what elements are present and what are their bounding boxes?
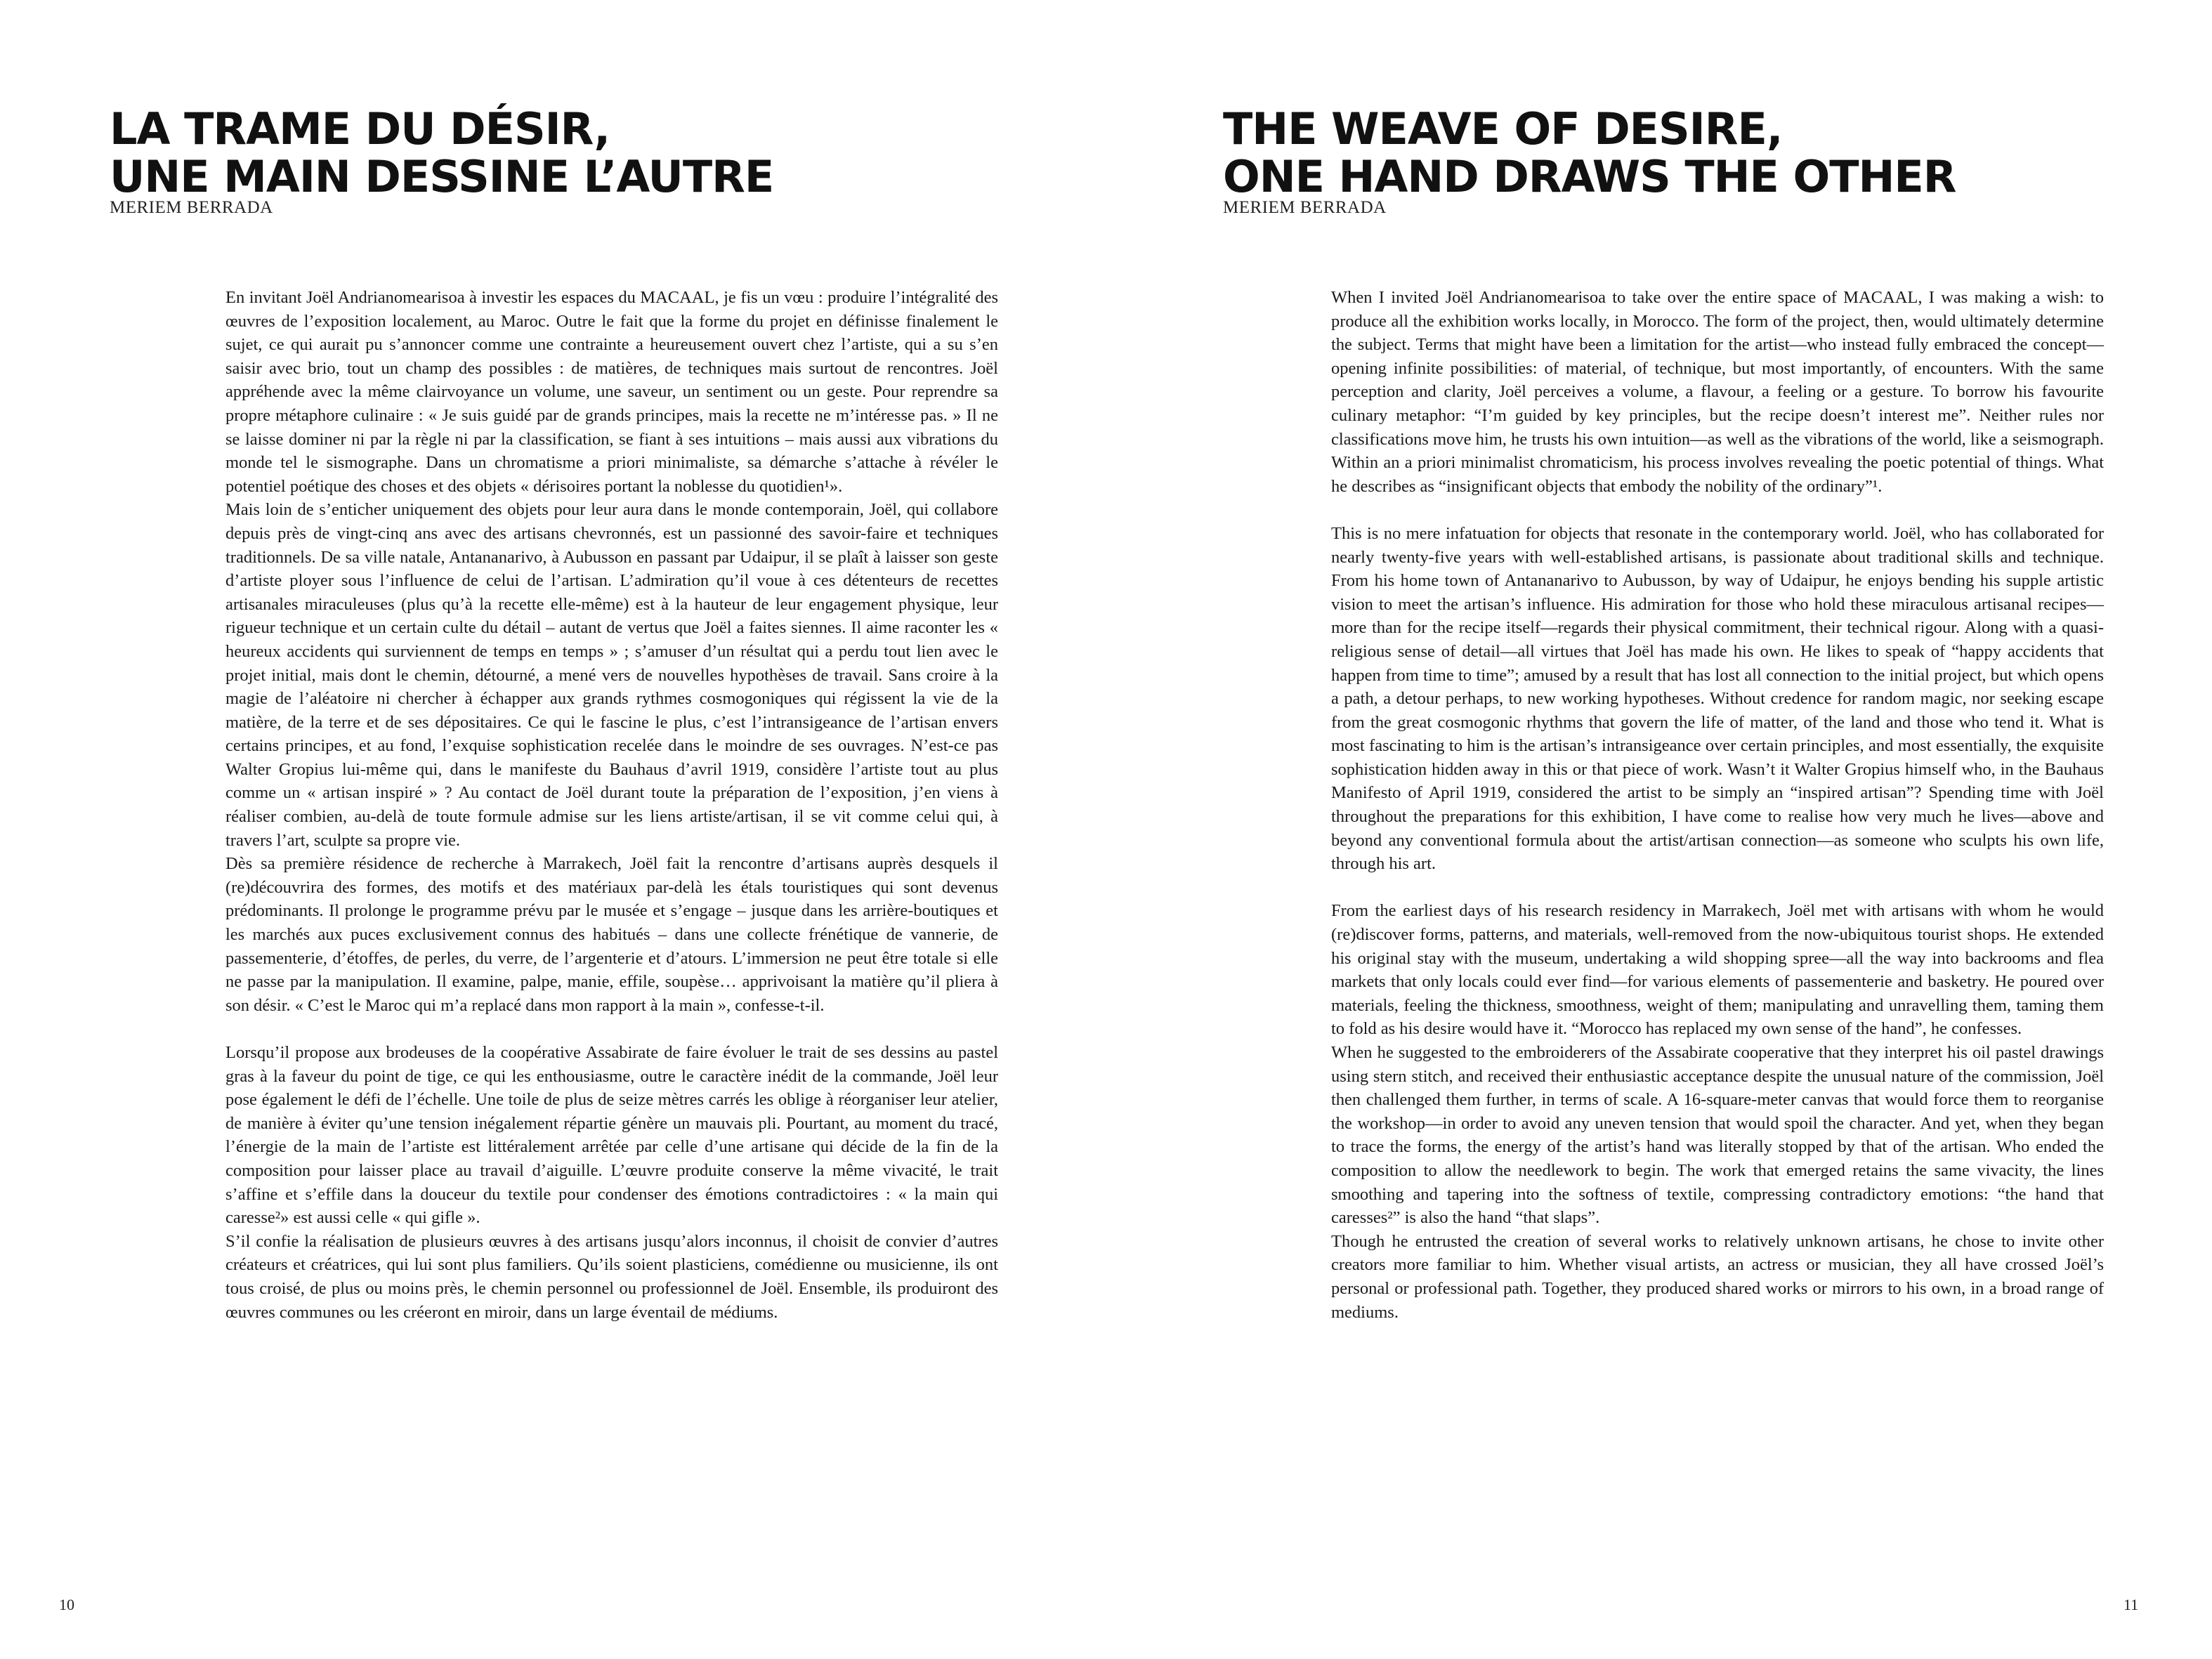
paragraph: En invitant Joël Andrianomearisoa à investir les espaces du MACAAL, je fis un vœu : produire l’intégralité des œuvres de l’exposition localement, au Maroc. Outre le fait que la forme du projet en définisse finalement le sujet, ce qui aurait pu s’annoncer comme une contrainte a heureusement ouvert chez l’artiste, qui a su s’en saisir avec brio, tout un champ des possibles : de matières, de techniques mais surtout de rencontres. Joël appréhende avec la même clairvoyance un volume, une saveur, un sentiment ou un geste. Pour reprendre sa propre métaphore culinaire : « Je suis guidé par de grands principes, mais la recette ne m’intéresse pas. » Il ne se laisse dominer ni par la règle ni par la classification, se fiant à ses intuitions – mais aussi aux vibrations du monde tel le sismographe. Dans un chromatisme a priori minimaliste, sa démarche s’attache à révéler le potentiel poétique des choses et des objets « dérisoires portant la noblesse du quotidien¹». xyxy=(225,288,998,496)
paragraph: Mais loin de s’enticher uniquement des objets pour leur aura dans le monde contemporain, Joël, qui collabore depuis près de vingt-cinq ans avec des artisans chevronnés, est un passionné des savoir-faire et techniques traditionnels. De sa ville natale, Antananarivo, à Aubusson en passant par Udaipur, il se plaît à laisser son geste d’artiste ployer sous l’influence de celui de l’artisan. L’admiration qu’il voue à ces détenteurs de recettes artisanales miraculeuses (plus qu’à la recette elle-même) est à la hauteur de leur engagement physique, leur rigueur technique et un certain culte du détail – autant de vertus que Joël a faites siennes. Il aime raconter les « heureux accidents qui surviennent de temps en temps » ; s’amuser d’un résultat qui a perdu tout lien avec le projet initial, mais dont le chemin, détourné, a mené vers de nouvelles hypothèses de travail. Sans croire à la magie de l’aléatoire ni chercher à échapper aux grands rythmes cosmogoniques qui régissent la vie de la matière, de la terre et de ses dépositaires. Ce qui le fascine le plus, c’est l’intransigeance de l’artisan envers certains principes, et au fond, l’exquise sophistication recelée dans le moindre de ses ouvrages. N’est-ce pas Walter Gropius lui-même qui, dans le manifeste du Bauhaus d’avril 1919, considère l’artiste tout au plus comme un « artisan inspiré » ? Au contact de Joël durant toute la préparation de l’exposition, j’en viens à réaliser combien, au-delà de toute formule admise sur les liens artiste/artisan, il se vit comme celui qui, à travers l’art, sculpte sa propre vie. xyxy=(225,500,998,850)
paragraph: Lorsqu’il propose aux brodeuses de la coopérative Assabirate de faire évoluer le trait de ses dessins au pastel gras à la faveur du point de tige, ce qui les enthousiasme, outre le caractère inédit de la commande, Joël leur pose également le défi de l’échelle. Une toile de plus de seize mètres carrés les oblige à réorganiser leur atelier, de manière à éviter qu’une tension inégalement répartie génère un mauvais pli. Pourtant, au moment du tracé, l’énergie de la main de l’artiste est littéralement arrêtée par celle d’une artisane qui décide de la fin de la composition pour laisser place au travail d’aiguille. L’œuvre produite conserve la même vivacité, le trait s’affine et s’effile dans la douceur du textile pour condenser des émotions contradictoires : « la main qui caresse²» est aussi celle « qui gifle ». xyxy=(225,1043,998,1228)
page-number-left: 10 xyxy=(59,1596,74,1613)
paragraph: This is no mere infatuation for objects that resonate in the contemporary world. Joël, who has collaborated for nearly twenty-five years with well-established artisans, is passionate about traditional skills and technique. From his home town of Antananarivo to Aubusson, by way of Udaipur, he enjoys bending his supple artistic vision to meet the artisan’s influence. His admiration for those who hold these miraculous artisanal recipes—more than for the recipe itself—regards their physical commitment, their technical rigour. Along with a quasi-religious sense of detail—all virtues that Joël has made his own. He likes to speak of “happy accidents that happen from time to time”; amused by a result that has lost all connection to the initial project, but which opens a path, a detour perhaps, to new working hypotheses. Without credence for random magic, nor seeking escape from the great cosmogonic rhythms that govern the life of matter, of the land and those who tend it. What is most fascinating to him is the artisan’s intransigeance over certain principles, and most essentially, the exquisite sophistication hidden away in this or that piece of work. Wasn’t it Walter Gropius himself who, in the Bauhaus Manifesto of April 1919, considered the artist to be simply an “inspired artisan”? Spending time with Joël throughout the preparations for this exhibition, I have come to realise how very much he lives—above and beyond any conventional formula about the artist/artisan connection—as someone who sculpts his own life, through his art. xyxy=(1331,523,2104,874)
paragraph: Though he entrusted the creation of several works to relatively unknown artisans, he chose to invite other creators more familiar to him. Whether visual artists, an actress or musician, they all have crossed Joël’s personal or professional path. Together, they produced shared works or mirrors to his own, in a broad range of mediums. xyxy=(1331,1231,2104,1322)
page-title-en: THE WEAVE OF DESIRE, ONE HAND DRAWS THE OTHER xyxy=(1223,103,1956,202)
body-text-fr xyxy=(225,286,998,1324)
author-en: MERIEM BERRADA xyxy=(1223,198,1387,217)
paragraph: Dès sa première résidence de recherche à Marrakech, Joël fait la rencontre d’artisans auprès desquels il (re)découvrira des formes, des motifs et des matériaux par-delà les étals touristiques qui sont devenus prédominants. Il prolonge le programme prévu par le musée et s’engage – jusque dans les arrière-boutiques et les marchés aux puces exclusivement connus des habitués – dans une collecte frénétique de vannerie, de passementerie, d’étoffes, de perles, du verre, de l’argenterie et d’atours. L’immersion ne peut être totale si elle ne passe par la manipulation. Il examine, palpe, manie, effile, soupèse… apprivoisant la matière qu’il pliera à son désir. « C’est le Maroc qui m’a replacé dans mon rapport à la main », confesse-t-il. xyxy=(225,854,998,1015)
body-text-en xyxy=(1331,286,2104,1324)
paragraph: When I invited Joël Andrianomearisoa to take over the entire space of MACAAL, I was making a wish: to produce all the exhibition works locally, in Morocco. The form of the project, then, would ultimately determine the subject. Terms that might have been a limitation for the artist—who instead fully embraced the concept—opening infinite possibilities: of material, of technique, but most importantly, of encounters. With the same perception and clarity, Joël perceives a volume, a flavour, a feeling or a gesture. To borrow his favourite culinary metaphor: “I’m guided by key principles, but the recipe doesn’t interest me”. Neither rules nor classifications move him, he trusts his own intuition—as well as the vibrations of the world, like a seismograph. Within an a priori minimalist chromaticism, his process involves revealing the poetic potential of things. What he describes as “insignificant objects that embody the nobility of the ordinary”¹. xyxy=(1331,288,2104,496)
right-page xyxy=(1106,0,2212,1659)
paragraph: When he suggested to the embroiderers of the Assabirate cooperative that they interpret his oil pastel drawings using stern stitch, and received their enthusiastic acceptance despite the unusual nature of the commission, Joël then challenged them further, in terms of scale. A 16-square-meter canvas that would force them to reorganise the workshop—in order to avoid any uneven tension that would spoil the character. And yet, when they began to trace the forms, the energy of the artist’s hand was literally stopped by that of the artisan. Who ended the composition to allow the needlework to begin. The work that emerged retains the same vivacity, the lines smoothing and tapering into the softness of textile, compressing contradictory emotions: “the hand that caresses²” is also the hand “that slaps”. xyxy=(1331,1043,2104,1228)
paragraph: S’il confie la réalisation de plusieurs œuvres à des artisans jusqu’alors inconnus, il choisit de convier d’autres créateurs et créatrices, qui lui sont plus familiers. Qu’ils soient plasticiens, comédienne ou musicienne, ils ont tous croisé, de plus ou moins près, le chemin personnel ou professionnel de Joël. Ensemble, ils produiront des œuvres communes ou les créeront en miroir, dans un large éventail de médiums. xyxy=(225,1231,998,1322)
page-number-right: 11 xyxy=(2123,1596,2139,1613)
author-fr: MERIEM BERRADA xyxy=(110,198,273,217)
paragraph: From the earliest days of his research residency in Marrakech, Joël met with artisans with whom he would (re)discover forms, patterns, and materials, well-removed from the now-ubiquitous tourist shops. He extended his original stay with the museum, undertaking a wild shopping spree—all the way into backrooms and flea markets that only locals could ever find—for various elements of passementerie and basketry. He poured over materials, feeling the thickness, smoothness, weight of them; manipulating and unravelling them, taming them to fold as his desire would have it. “Morocco has replaced my own sense of the hand”, he confesses. xyxy=(1331,901,2104,1039)
page-title-fr: LA TRAME DU DÉSIR, UNE MAIN DESSINE L’AUTRE xyxy=(110,103,774,202)
